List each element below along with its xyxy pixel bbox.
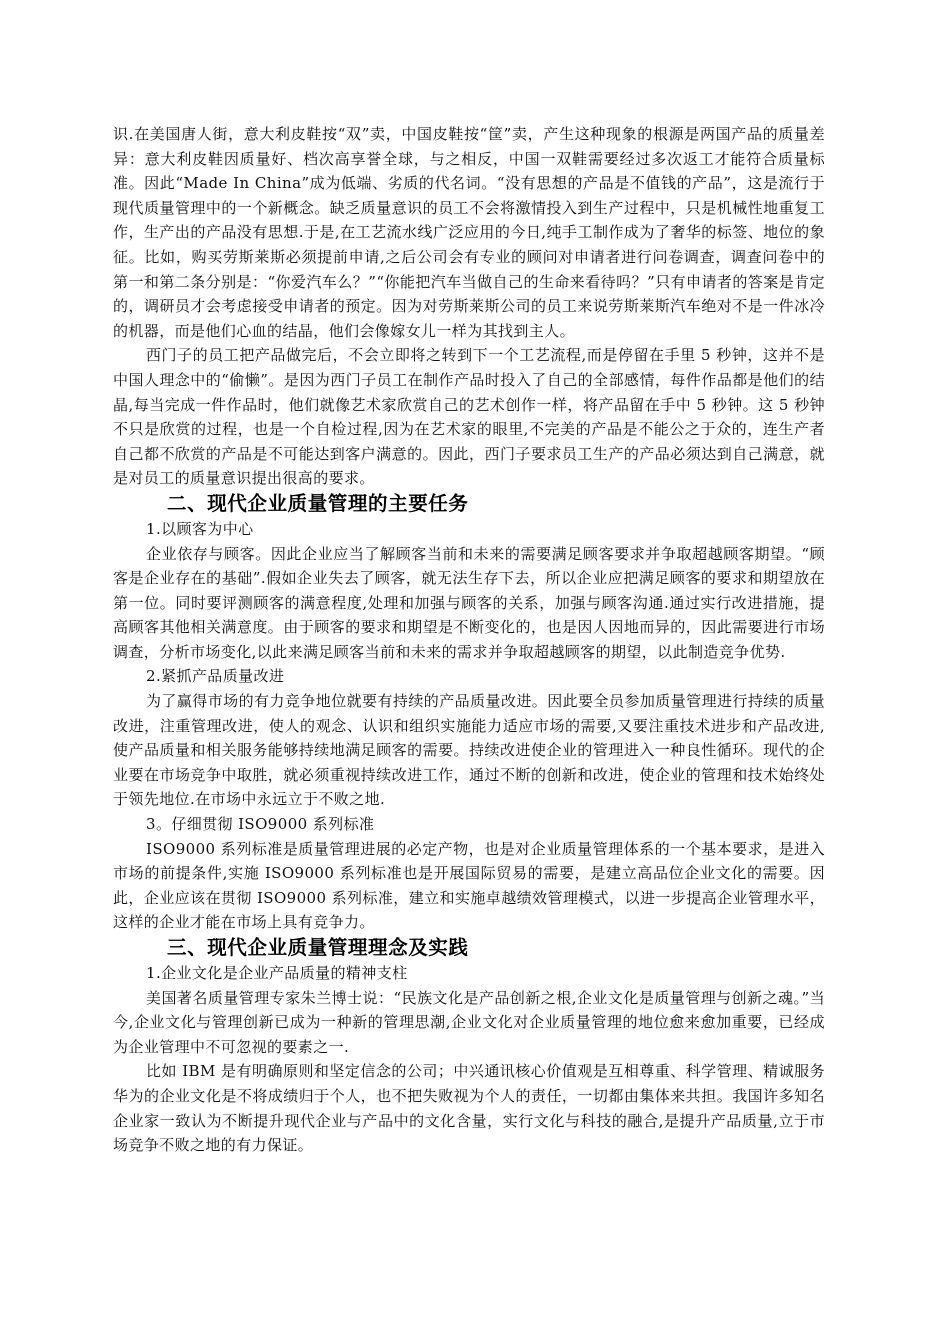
subheading-quality-improvement: 2.紧抓产品质量改进 — [146, 667, 285, 686]
paragraph-siemens: 西门子的员工把产品做完后，不会立即将之转到下一个工艺流程,而是停留在手里 5 秒钟，这并不是中国人理念中的“偷懒”。是因为西门子员工在制作产品时投入了自己的全部感情，每件作品都是他们的结晶,每当完成一件作品时，他们就像艺术家欣赏自己的艺术创作一样，将产品留在手中 5 秒钟。这 5 秒钟不只是欣赏的过程，也是一个自检过程,因为在艺术家的眼里,不完美的产品是不能公之于众的，连生产者自己都不欣赏的产品是不可能达到客户满意的。因此，西门子要求员工生产的产品必须达到自己满意，就是对员工的质量意识提出很高的要求。 — [113, 346, 825, 488]
paragraph-quality-awareness: 识.在美国唐人街，意大利皮鞋按“双”卖，中国皮鞋按“筐”卖，产生这种现象的根源是两国产品的质量差异：意大利皮鞋因质量好、档次高享誉全球，与之相反，中国一双鞋需要经过多次返工才能符合质量标准。因此“Made In China”成为低端、劣质的代名词。“没有思想的产品是不值钱的产品”，这是流行于现代质量管理中的一个新概念。缺乏质量意识的员工不会将激情投入到生产过程中，只是机械性地重复工作，生产出的产品没有思想.于是,在工艺流水线广泛应用的今日,纯手工制作成为了奢华的标签、地位的象征。比如，购买劳斯莱斯必须提前申请,之后公司会有专业的顾问对申请者进行问卷调查，调查问卷中的第一和第二条分别是：“你爱汽车么？”“你能把汽车当做自己的生命来看待吗？”只有申请者的答案是肯定的，调研员才会考虑接受申请者的预定。因为对劳斯莱斯公司的员工来说劳斯莱斯汽车绝对不是一件冰冷的机器，而是他们心血的结晶，他们会像嫁女儿一样为其找到主人。 — [113, 125, 825, 340]
section-heading-3: 三、现代企业质量管理理念及实践 — [167, 936, 469, 959]
paragraph-company-examples: 比如 IBM 是有明确原则和坚定信念的公司；中兴通讯核心价值观是互相尊重、科学管理、精诚服务华为的企业文化是不将成绩归于个人，也不把失败视为个人的责任，一切都由集体来共担。我国许多知名企业家一致认为不断提升现代企业与产品中的文化含量，实行文化与科技的融合,是提升产品质量,立于市场竞争不败之地的有力保证。 — [113, 1062, 825, 1155]
section-heading-2: 二、现代企业质量管理的主要任务 — [167, 491, 469, 515]
subheading-corporate-culture: 1.企业文化是企业产品质量的精神支柱 — [146, 964, 408, 982]
paragraph-juran-quote: 美国著名质量管理专家朱兰博士说：“民族文化是产品创新之根,企业文化是质量管理与创新之魂。”当今,企业文化与管理创新已成为一种新的管理思潮,企业文化对企业质量管理的地位愈来愈加重要，已经成为企业管理中不可忽视的要素之一. — [113, 988, 825, 1056]
paragraph-quality-improvement: 为了赢得市场的有力竞争地位就要有持续的产品质量改进。因此要全员参加质量管理进行持续的质量改进，注重管理改进，使人的观念、认识和组织实施能力适应市场的需要,又要注重技术进步和产品改进,使产品质量和相关服务能够持续地满足顾客的需要。持续改进使企业的管理进入一种良性循环。现代的企业要在市场竞争中取胜，就必须重视持续改进工作，通过不断的创新和改进，使企业的管理和技术始终处于领先地位.在市场中永远立于不败之地. — [113, 692, 825, 809]
document-page — [113, 122, 825, 1158]
subheading-customer-focus: 1.以顾客为中心 — [146, 519, 254, 538]
paragraph-iso9000: ISO9000 系列标准是质量管理进展的必定产物，也是对企业质量管理体系的一个基本要求，是进入市场的前提条件,实施 ISO9000 系列标准也是开展国际贸易的需要，是建立高品位企业文化的需要。因此，企业应该在贯彻 ISO9000 系列标准，建立和实施卓越绩效管理模式，以进一步提高企业管理水平，这样的企业才能在市场上具有竞争力。 — [113, 839, 825, 932]
subheading-iso9000: 3。仔细贯彻 ISO9000 系列标准 — [146, 815, 375, 834]
paragraph-customer-focus: 企业依存与顾客。因此企业应当了解顾客当前和未来的需要满足顾客要求并争取超越顾客期望。“顾客是企业存在的基础”.假如企业失去了顾客，就无法生存下去，所以企业应把满足顾客的要求和期望放在第一位。同时要评测顾客的满意程度,处理和加强与顾客的关系，加强与顾客沟通.通过实行改进措施，提高顾客其他相关满意度。由于顾客的要求和期望是不断变化的，也是因人因地而异的，因此需要进行市场调查，分析市场变化,以此来满足顾客当前和未来的需求并争取超越顾客的期望，以此制造竞争优势. — [113, 544, 825, 661]
